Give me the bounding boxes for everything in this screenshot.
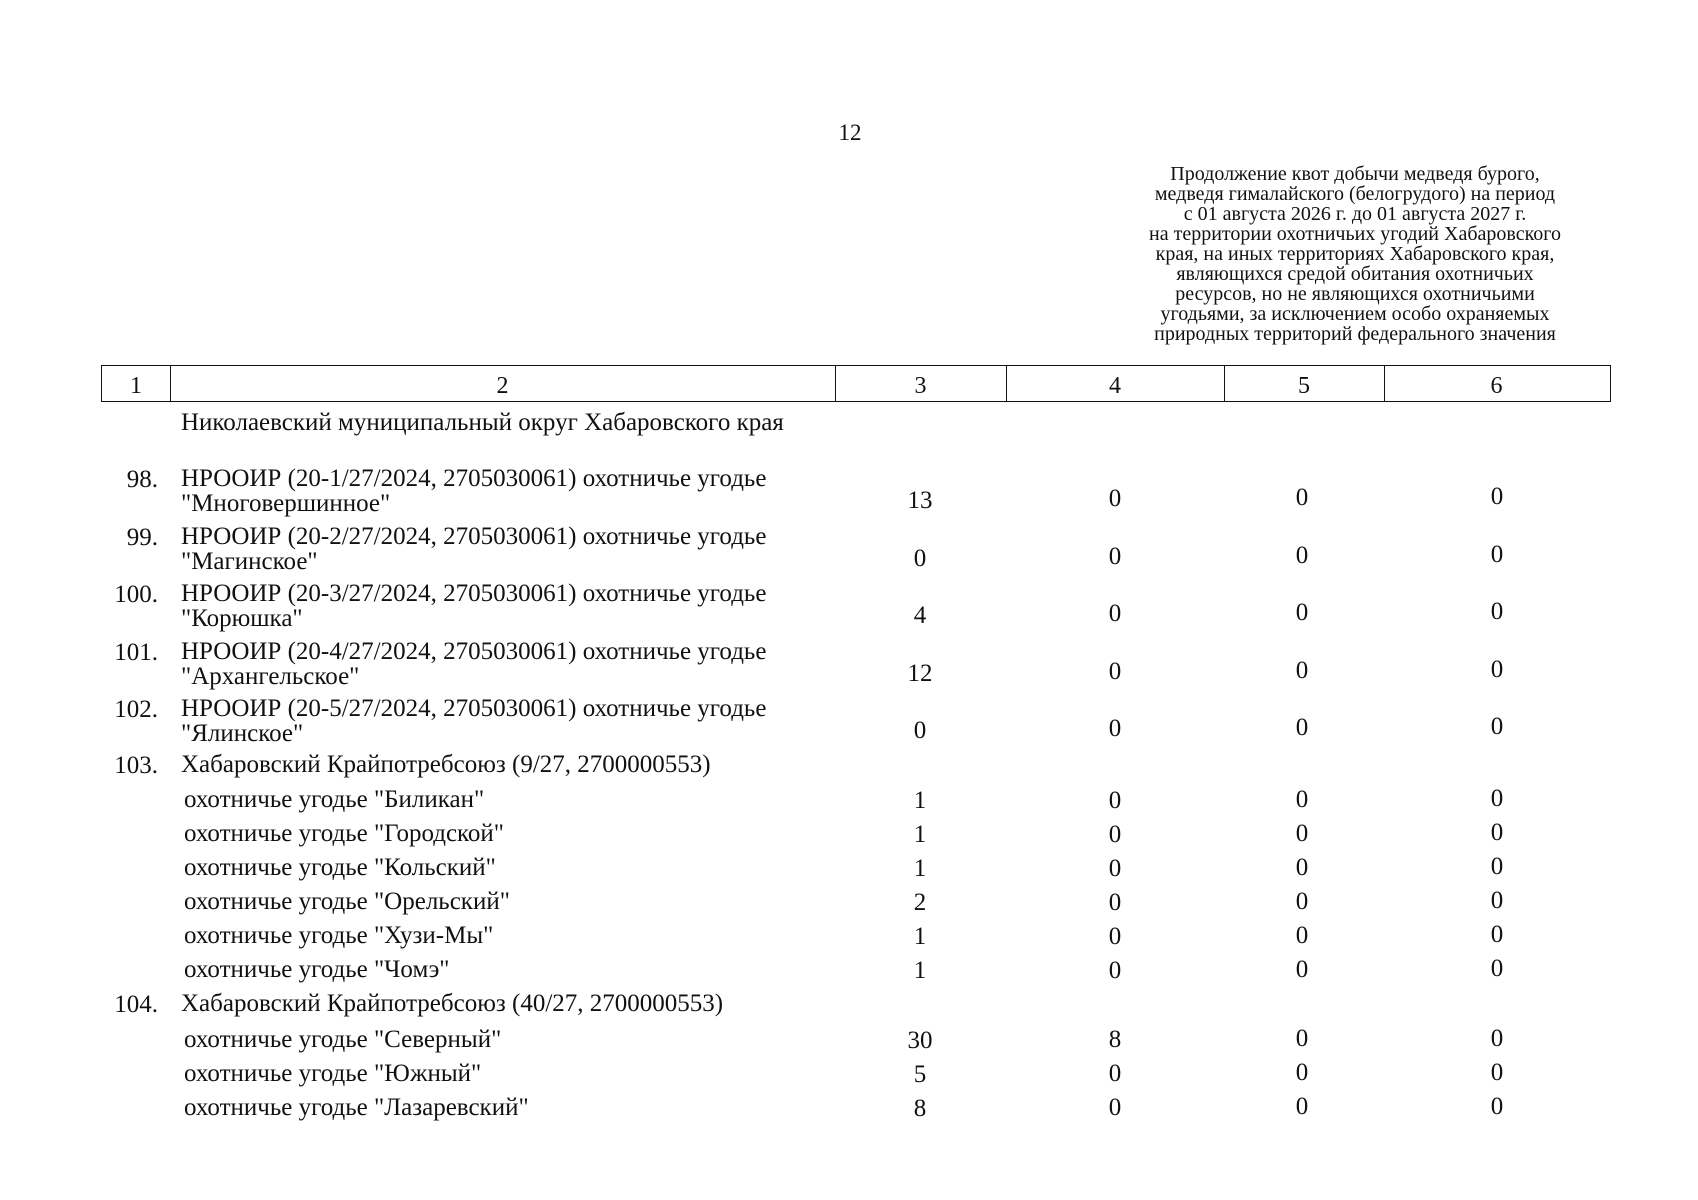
row-name: охотничье угодье "Городской" xyxy=(184,820,504,847)
cell-col4: 0 xyxy=(1108,855,1122,882)
heading-line: края, на иных территориях Хабаровского края, xyxy=(1155,243,1555,265)
cell-col3: 2 xyxy=(913,889,927,916)
cell-col4: 0 xyxy=(1108,658,1122,685)
row-name: охотничье угодье "Южный" xyxy=(184,1060,482,1087)
heading-line: ресурсов, но не являющихся охотничьими xyxy=(1175,283,1535,305)
row-name: охотничье угодье "Биликан" xyxy=(184,786,485,813)
cell-col4: 0 xyxy=(1108,923,1122,950)
cell-col5: 0 xyxy=(1295,657,1309,684)
cell-col6: 0 xyxy=(1490,713,1504,740)
column-header-1: 1 xyxy=(102,366,171,401)
cell-col6: 0 xyxy=(1490,853,1504,880)
cell-col4: 0 xyxy=(1108,889,1122,916)
cell-col6: 0 xyxy=(1490,1059,1504,1086)
cell-col4: 0 xyxy=(1108,485,1122,512)
cell-col4: 0 xyxy=(1108,1094,1122,1121)
row-name: охотничье угодье "Северный" xyxy=(184,1026,502,1053)
row-name: охотничье угодье "Чомэ" xyxy=(184,956,450,983)
cell-col3: 8 xyxy=(913,1095,927,1122)
cell-col4: 0 xyxy=(1108,1060,1122,1087)
heading-line: угодьями, за исключением особо охраняемых xyxy=(1160,303,1550,325)
row-number: 101. xyxy=(114,639,158,666)
row-number: 103. xyxy=(114,752,158,779)
cell-col4: 0 xyxy=(1108,787,1122,814)
cell-col6: 0 xyxy=(1490,541,1504,568)
cell-col5: 0 xyxy=(1295,820,1309,847)
page-number: 12 xyxy=(838,120,862,145)
row-name: НРООИР (20-2/27/2024, 2705030061) охотничье угодье "Магинское" xyxy=(181,523,767,575)
column-header-3: 3 xyxy=(835,366,1007,401)
cell-col3: 1 xyxy=(913,855,927,882)
row-name: охотничье угодье "Орельский" xyxy=(184,888,510,915)
cell-col5: 0 xyxy=(1295,1025,1309,1052)
cell-col5: 0 xyxy=(1295,956,1309,983)
heading-line: являющихся средой обитания охотничьих xyxy=(1176,263,1534,285)
row-name: охотничье угодье "Кольский" xyxy=(184,854,496,881)
cell-col6: 0 xyxy=(1490,955,1504,982)
cell-col3: 1 xyxy=(913,821,927,848)
row-number: 104. xyxy=(114,991,158,1018)
continuation-heading xyxy=(1055,164,1655,344)
cell-col4: 0 xyxy=(1108,715,1122,742)
heading-line: на территории охотничьих угодий Хабаровского xyxy=(1149,223,1561,245)
cell-col5: 0 xyxy=(1295,542,1309,569)
cell-col3: 30 xyxy=(907,1027,933,1054)
cell-col3: 13 xyxy=(907,487,933,514)
cell-col3: 4 xyxy=(913,602,927,629)
cell-col5: 0 xyxy=(1295,714,1309,741)
cell-col6: 0 xyxy=(1490,483,1504,510)
row-name: Хабаровский Крайпотребсоюз (9/27, 2700000553) xyxy=(181,751,711,778)
heading-line: Продолжение квот добычи медведя бурого, xyxy=(1170,163,1540,185)
cell-col5: 0 xyxy=(1295,484,1309,511)
column-header-2: 2 xyxy=(170,366,836,401)
heading-line: медведя гималайского (белогрудого) на период xyxy=(1154,183,1556,205)
cell-col5: 0 xyxy=(1295,922,1309,949)
cell-col6: 0 xyxy=(1490,1093,1504,1120)
cell-col3: 1 xyxy=(913,957,927,984)
row-name: НРООИР (20-1/27/2024, 2705030061) охотничье угодье "Многовершинное" xyxy=(181,465,767,517)
row-number: 102. xyxy=(114,696,158,723)
column-header-6: 6 xyxy=(1490,373,1503,399)
cell-col4: 0 xyxy=(1108,600,1122,627)
cell-col3: 5 xyxy=(913,1061,927,1088)
row-name: НРООИР (20-3/27/2024, 2705030061) охотничье угодье "Корюшка" xyxy=(181,580,767,632)
cell-col6: 0 xyxy=(1490,819,1504,846)
cell-col4: 8 xyxy=(1108,1026,1122,1053)
row-name: охотничье угодье "Хузи-Мы" xyxy=(184,922,494,949)
heading-line: природных территорий федерального значения xyxy=(1154,323,1556,345)
cell-col5: 0 xyxy=(1295,854,1309,881)
cell-col6: 0 xyxy=(1490,598,1504,625)
cell-col6: 0 xyxy=(1490,921,1504,948)
cell-col3: 1 xyxy=(913,787,927,814)
row-name: НРООИР (20-5/27/2024, 2705030061) охотничье угодье "Ялинское" xyxy=(181,695,767,747)
cell-col6: 0 xyxy=(1490,656,1504,683)
cell-col6: 0 xyxy=(1490,887,1504,914)
column-header-5: 5 xyxy=(1224,366,1385,401)
row-number: 98. xyxy=(126,466,158,493)
row-name: Хабаровский Крайпотребсоюз (40/27, 2700000553) xyxy=(181,990,724,1017)
cell-col6: 0 xyxy=(1490,1025,1504,1052)
cell-col4: 0 xyxy=(1108,543,1122,570)
row-number: 100. xyxy=(114,581,158,608)
cell-col5: 0 xyxy=(1295,888,1309,915)
district-name: Николаевский муниципальный округ Хабаровского края xyxy=(181,409,784,436)
cell-col3: 0 xyxy=(913,717,927,744)
cell-col3: 1 xyxy=(913,923,927,950)
row-name: охотничье угодье "Лазаревский" xyxy=(184,1094,529,1121)
cell-col5: 0 xyxy=(1295,1093,1309,1120)
cell-col4: 0 xyxy=(1108,957,1122,984)
cell-col6: 0 xyxy=(1490,785,1504,812)
column-header-row xyxy=(101,365,1611,402)
cell-col3: 12 xyxy=(907,660,933,687)
row-number: 99. xyxy=(126,524,158,551)
cell-col5: 0 xyxy=(1295,1059,1309,1086)
heading-line: с 01 августа 2026 г. до 01 августа 2027 г. xyxy=(1183,203,1527,225)
column-header-4: 4 xyxy=(1006,366,1225,401)
cell-col3: 0 xyxy=(913,545,927,572)
cell-col5: 0 xyxy=(1295,786,1309,813)
row-name: НРООИР (20-4/27/2024, 2705030061) охотничье угодье "Архангельское" xyxy=(181,638,767,690)
cell-col5: 0 xyxy=(1295,599,1309,626)
cell-col4: 0 xyxy=(1108,821,1122,848)
